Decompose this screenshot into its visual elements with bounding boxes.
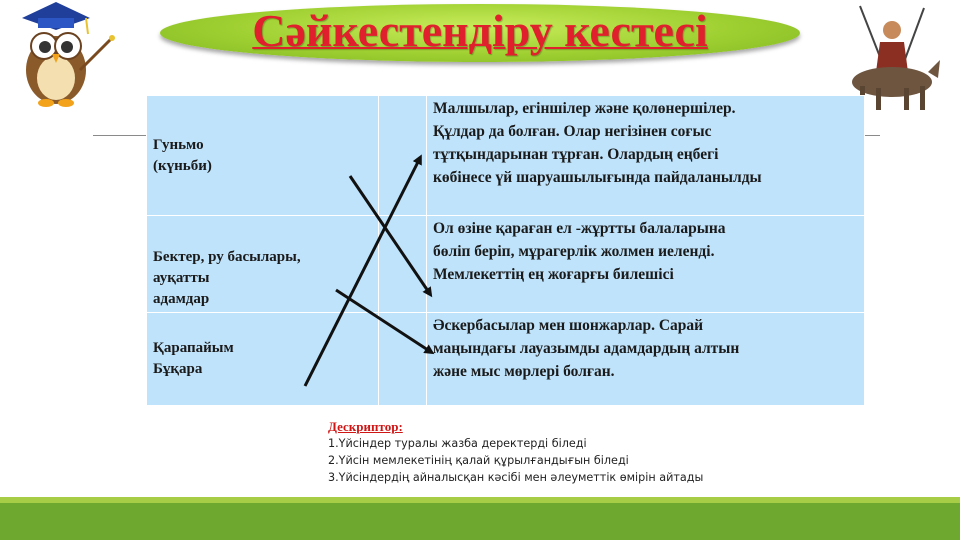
descriptor-item: 1.Үйсіндер туралы жазба деректерді біледі xyxy=(328,437,587,450)
descriptor-title: Дескриптор: xyxy=(328,419,403,434)
right-line: және мыс мөрлері болған. xyxy=(433,363,615,380)
right-line: маңындағы лауазымды адамдардың алтын xyxy=(433,340,740,357)
descriptor-item: 2.Үйсін мемлекетінің қалай құрылғандығын біледі xyxy=(328,454,629,467)
left-line: Қарапайым xyxy=(153,340,234,356)
left-line: Гуньмо xyxy=(153,136,204,153)
left-line: Бұқара xyxy=(153,361,203,377)
right-line: Мемлекеттің ең жоғарғы билешісі xyxy=(433,266,674,283)
right-line: көбінесе үй шаруашылығында пайдаланылды xyxy=(433,169,762,186)
right-line: Құлдар да болған. Олар негізінен соғыс xyxy=(433,123,712,140)
descriptor-item: 3.Үйсіндердің айналысқан кәсібі мен әлеуметтік өмірін айтады xyxy=(328,471,704,484)
footer-bar xyxy=(0,503,960,540)
left-line: Бектер, ру басылары, xyxy=(153,249,301,265)
left-line: (күньби) xyxy=(153,157,212,174)
descriptor-block xyxy=(328,418,703,486)
right-line: тұтқындарынан тұрған. Олардың еңбегі xyxy=(433,146,719,163)
right-line: Ол өзіне қараған ел -жұртты балаларына xyxy=(433,220,726,237)
left-line: адамдар xyxy=(153,291,210,307)
left-line: ауқатты xyxy=(153,270,210,286)
right-line: Әскербасылар мен шонжарлар. Сарай xyxy=(433,317,704,334)
right-line: бөліп беріп, мұрагерлік жолмен иеленді. xyxy=(433,243,715,260)
right-line: Малшылар, егіншілер және қолөнершілер. xyxy=(433,100,736,117)
page-title: Сәйкестендіру кестесі xyxy=(252,5,708,56)
